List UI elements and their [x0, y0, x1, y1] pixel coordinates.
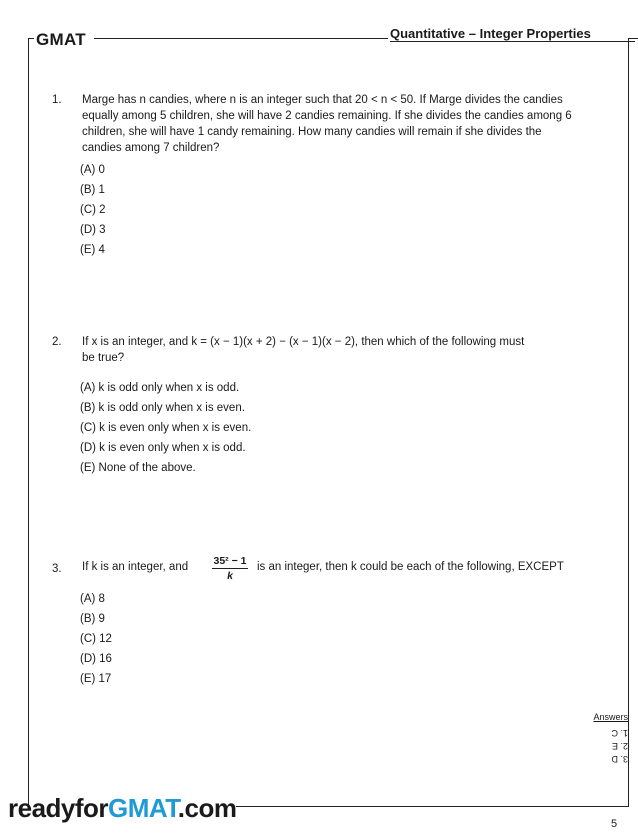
choice-d[interactable]: (D) 3	[80, 224, 106, 236]
choice-b[interactable]: (B) 1	[80, 184, 105, 196]
choice-d[interactable]: (D) 16	[80, 653, 112, 665]
answer-key-heading: Answers	[593, 712, 628, 722]
site-logo[interactable]	[8, 793, 236, 824]
question-stem	[82, 334, 622, 366]
page-frame-top	[94, 38, 388, 39]
question-stem-after: is an integer, then k could be each of the following, EXCEPT	[257, 561, 564, 573]
header-title: GMAT	[36, 30, 86, 49]
choice-c[interactable]: (C) 2	[80, 204, 106, 216]
answer-item: 2. E	[611, 741, 628, 751]
answer-key	[580, 712, 628, 765]
stem-line: equally among 5 children, she will have 2 candies remaining. If she divides the candies among 6	[82, 110, 572, 122]
stem-line: be true?	[82, 352, 125, 364]
question-stem-before: If k is an integer, and	[82, 561, 189, 573]
logo-text-com: .com	[177, 793, 237, 823]
stem-line: Marge has n candies, where n is an integer such that 20 < n < 50. If Marge divides the candies	[82, 94, 563, 106]
choice-b[interactable]: (B) 9	[80, 613, 105, 625]
page-frame-right	[628, 38, 629, 806]
choice-a[interactable]: (A) 0	[80, 164, 105, 176]
header-section: Quantitative – Integer Properties	[390, 26, 635, 41]
page-frame-bottom	[236, 806, 629, 807]
choice-e[interactable]: (E) 4	[80, 244, 105, 256]
choices-1	[80, 160, 106, 260]
logo-text-ready: readyfor	[8, 793, 109, 823]
choice-c[interactable]: (C) 12	[80, 633, 112, 645]
choice-a[interactable]: (A) k is odd only when x is odd.	[80, 382, 240, 394]
choices-2	[80, 378, 251, 478]
question-stem	[82, 92, 622, 156]
choice-e[interactable]: (E) 17	[80, 673, 112, 685]
fraction-denominator: k	[227, 570, 233, 582]
page-number: 5	[611, 818, 618, 830]
page-frame-top	[28, 38, 34, 39]
page-frame-left	[28, 38, 29, 806]
answer-key-list	[580, 726, 628, 765]
answer-item: 1. C	[611, 728, 628, 738]
fraction	[212, 555, 248, 582]
choice-b[interactable]: (B) k is odd only when x is even.	[80, 402, 245, 414]
choice-e[interactable]: (E) None of the above.	[80, 462, 196, 474]
question-number: 2.	[52, 336, 62, 348]
fraction-numerator: 35² − 1	[213, 555, 247, 567]
stem-line: candies among 7 children?	[82, 142, 220, 154]
stem-line: children, she will have 1 candy remaining. How many candies will remain if she divides the	[82, 126, 542, 138]
choice-d[interactable]: (D) k is even only when x is odd.	[80, 442, 246, 454]
answer-item: 3. D	[611, 754, 628, 764]
question-number: 1.	[52, 94, 62, 106]
question-number: 3.	[52, 563, 62, 575]
choice-a[interactable]: (A) 8	[80, 593, 105, 605]
choice-c[interactable]: (C) k is even only when x is even.	[80, 422, 252, 434]
choices-3	[80, 589, 112, 689]
stem-line: If x is an integer, and k = (x − 1)(x + 2) − (x − 1)(x − 2), then which of the following must	[82, 336, 525, 348]
logo-text-gmat: GMAT	[108, 793, 178, 823]
